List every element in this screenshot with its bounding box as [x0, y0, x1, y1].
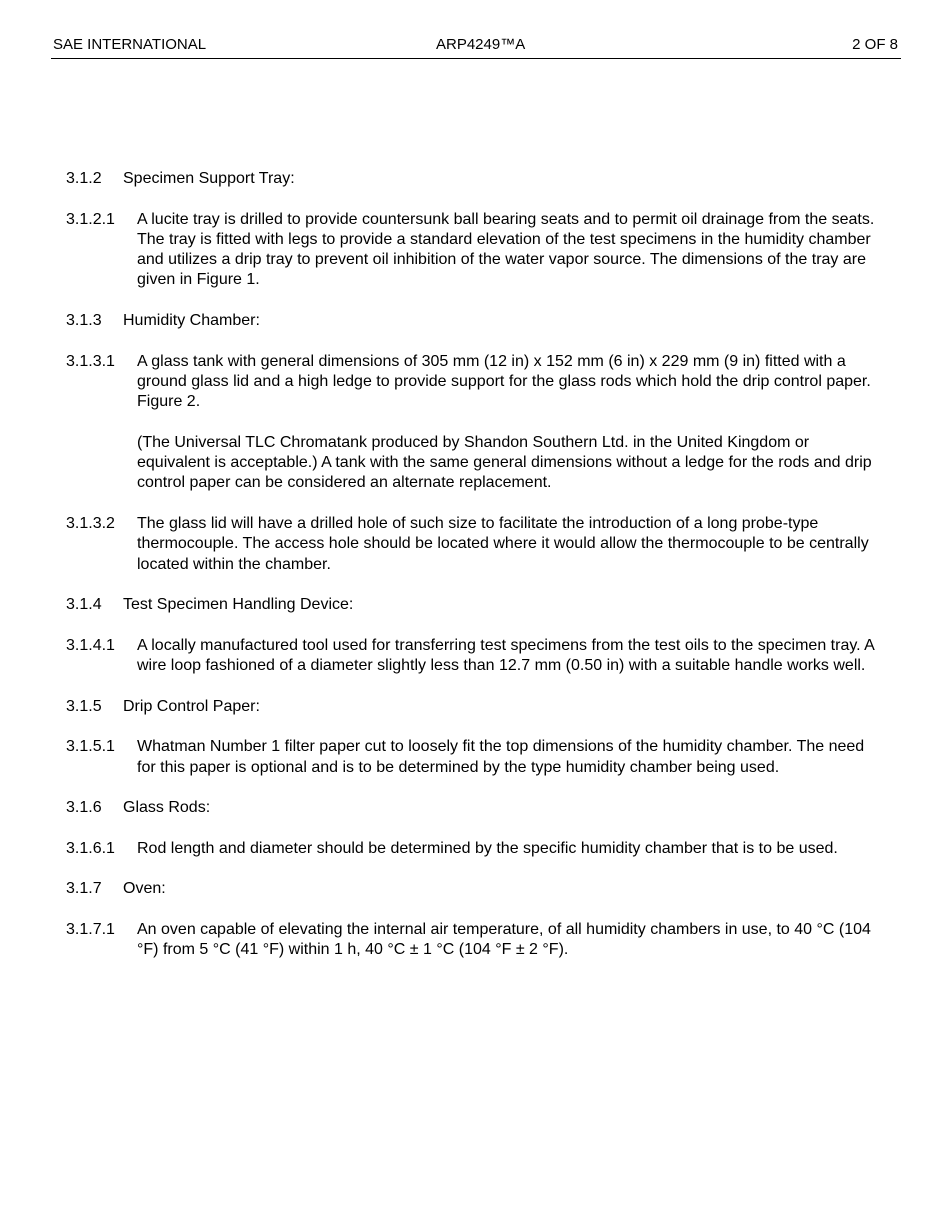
section-paragraph	[66, 839, 886, 859]
section-title: Test Specimen Handling Device:	[123, 596, 354, 614]
section-title: Oven:	[123, 880, 166, 898]
section-number: 3.1.5	[66, 697, 102, 715]
continuation-paragraph	[66, 433, 886, 494]
document-body	[66, 169, 886, 981]
section-paragraph	[66, 514, 886, 575]
section-number: 3.1.2	[66, 170, 102, 187]
paragraph-text: A locally manufactured tool used for transferring test specimens from the test oils to the specimen tray. A wire loop fashioned of a diameter slightly less than 12.7 mm (0.50 in) with a suitable handle works well.	[137, 636, 874, 675]
section-heading	[66, 169, 886, 189]
section-number: 3.1.4	[66, 596, 102, 614]
paragraph-text: Rod length and diameter should be determined by the specific humidity chamber that is to be used.	[137, 839, 838, 857]
section-heading	[66, 595, 886, 615]
section-paragraph	[66, 352, 886, 413]
header-organization: SAE INTERNATIONAL	[53, 36, 207, 53]
paragraph-text: An oven capable of elevating the internal air temperature, of all humidity chambers in use, to 40 °C (104 °F) from 5 °C (41 °F) within 1 h, 40 °C ± 1 °C (104 °F ± 2 °F).	[137, 920, 871, 959]
section-number: 3.1.3.1	[66, 352, 115, 370]
section-paragraph	[66, 737, 886, 778]
section-number: 3.1.6	[66, 799, 102, 817]
section-title: Specimen Support Tray:	[123, 170, 295, 187]
paragraph-text: The glass lid will have a drilled hole of such size to facilitate the introduction of a long probe-type thermocouple. The access hole should be located where it would allow the thermocouple to be centrally located within the chamber.	[137, 515, 869, 573]
section-heading	[66, 697, 886, 717]
section-paragraph	[66, 210, 886, 291]
section-number: 3.1.3.2	[66, 515, 115, 533]
section-number: 3.1.3	[66, 312, 102, 330]
section-title: Drip Control Paper:	[123, 697, 260, 715]
paragraph-text: A lucite tray is drilled to provide countersunk ball bearing seats and to permit oil drainage from the seats. The tray is fitted with legs to provide a standard elevation of the test specimens in the humidity chamber and utilizes a drip tray to prevent oil inhibition of the water vapor source. The dimensions of the tray are given in Figure 1.	[137, 210, 875, 289]
section-number: 3.1.4.1	[66, 636, 115, 654]
paragraph-text: A glass tank with general dimensions of 305 mm (12 in) x 152 mm (6 in) x 229 mm (9 in) fitted with a ground glass lid and a high ledge to provide support for the glass rods which hold the drip control paper. Figure 2.	[137, 352, 871, 411]
section-heading	[66, 798, 886, 818]
section-title: Humidity Chamber:	[123, 312, 260, 330]
section-paragraph	[66, 636, 886, 677]
section-number: 3.1.6.1	[66, 839, 115, 857]
section-title: Glass Rods:	[123, 799, 211, 817]
section-number: 3.1.7	[66, 880, 102, 898]
section-number: 3.1.7.1	[66, 920, 115, 938]
paragraph-text: (The Universal TLC Chromatank produced by Shandon Southern Ltd. in the United Kingdom or equivalent is acceptable.) A tank with the same general dimensions without a ledge for the rods and drip control paper can be considered an alternate replacement.	[137, 433, 872, 492]
section-heading	[66, 311, 886, 331]
section-paragraph	[66, 920, 886, 961]
page-header	[51, 36, 901, 59]
paragraph-text: Whatman Number 1 filter paper cut to loosely fit the top dimensions of the humidity chamber. The need for this paper is optional and is to be determined by the type humidity chamber being used.	[137, 738, 865, 776]
section-number: 3.1.5.1	[66, 738, 115, 756]
header-document-id: ARP4249™A	[436, 36, 526, 53]
section-number: 3.1.2.1	[66, 210, 115, 228]
section-heading	[66, 879, 886, 899]
header-page-number: 2 OF 8	[852, 36, 898, 53]
